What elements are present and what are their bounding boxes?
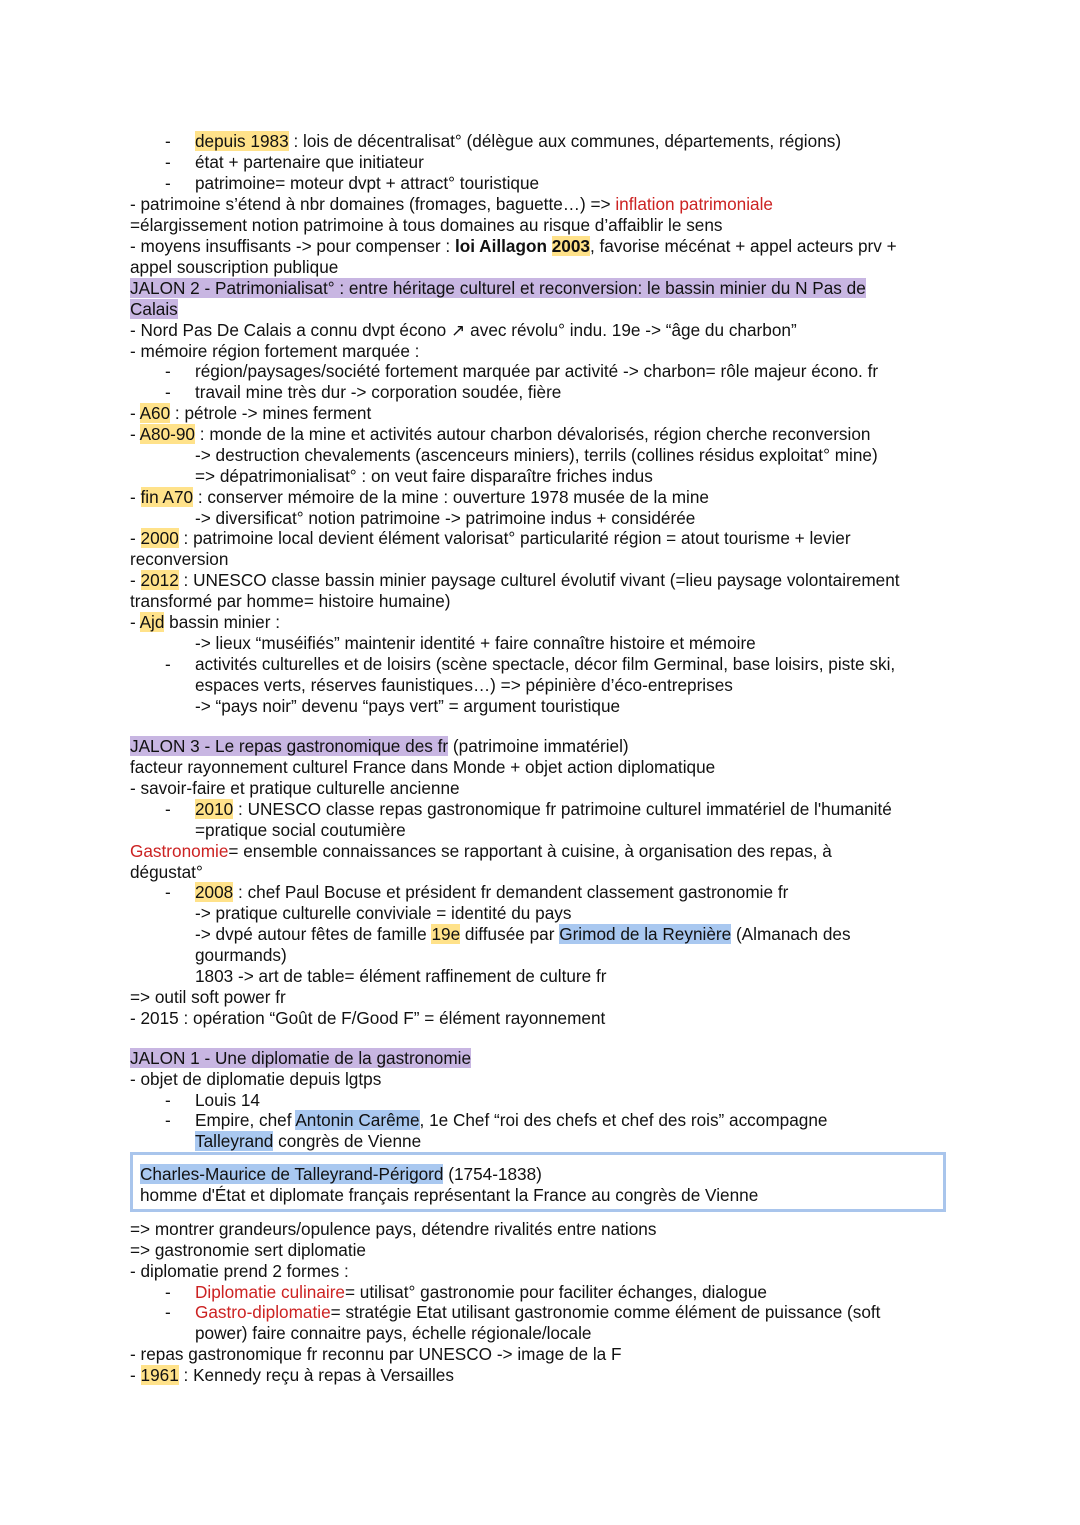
bullet: - — [165, 799, 171, 819]
note-line: - 2015 : opération “Goût de F/Good F” = élément rayonnement — [130, 1008, 606, 1028]
note-line: => gastronomie sert diplomatie — [130, 1240, 366, 1260]
note-line: -> lieux “muséifiés” maintenir identité + faire connaître histoire et mémoire — [195, 633, 756, 653]
note-line: - fin A70 : conserver mémoire de la mine : ouverture 1978 musée de la mine — [130, 487, 709, 507]
note-line: état + partenaire que initiateur — [195, 152, 424, 172]
note-line: 2010 : UNESCO classe repas gastronomique fr patrimoine culturel immatériel de l'humanité — [195, 799, 892, 819]
note-line: espaces verts, réserves faunistiques…) => pépinière d’éco-entreprises — [195, 675, 733, 695]
note-line: 1803 -> art de table= élément raffinement de culture fr — [195, 966, 607, 986]
note-line: facteur rayonnement culturel France dans Monde + objet action diplomatique — [130, 757, 716, 777]
note-line: - repas gastronomique fr reconnu par UNESCO -> image de la F — [130, 1344, 622, 1364]
note-line: => montrer grandeurs/opulence pays, détendre rivalités entre nations — [130, 1219, 657, 1239]
note-line: -> dvpé autour fêtes de famille 19e diffusée par Grimod de la Reynière (Almanach des — [195, 924, 851, 944]
note-line: - savoir-faire et pratique culturelle ancienne — [130, 778, 460, 798]
note-line: - A80-90 : monde de la mine et activités autour charbon dévalorisés, région cherche reconversion — [130, 424, 871, 444]
note-line: patrimoine= moteur dvpt + attract° touristique — [195, 173, 540, 193]
bullet: - — [165, 882, 171, 902]
note-line: - Ajd bassin minier : — [130, 612, 280, 632]
note-line: => dépatrimonialisat° : on veut faire disparaître friches indus — [195, 466, 653, 486]
note-line: - moyens insuffisants -> pour compenser : loi Aillagon 2003, favorise mécénat + appel acteurs prv + — [130, 236, 897, 256]
section-heading: JALON 3 - Le repas gastronomique des fr (patrimoine immatériel) — [130, 736, 629, 756]
note-line: gourmands) — [195, 945, 287, 965]
bullet: - — [165, 1090, 171, 1110]
note-line: région/paysages/société fortement marquée par activité -> charbon= rôle majeur écono. fr — [195, 361, 879, 381]
box-line: Charles-Maurice de Talleyrand-Périgord (1754-1838) — [140, 1164, 542, 1184]
note-line: =pratique social coutumière — [195, 820, 406, 840]
bullet: - — [165, 361, 171, 381]
bullet: - — [165, 654, 171, 674]
note-line: - A60 : pétrole -> mines ferment — [130, 403, 372, 423]
section-heading: Calais — [130, 299, 178, 319]
note-line: Louis 14 — [195, 1090, 260, 1110]
note-line: - mémoire région fortement marquée : — [130, 341, 420, 361]
note-line: reconversion — [130, 549, 229, 569]
box-line: homme d'État et diplomate français représentant la France au congrès de Vienne — [140, 1185, 759, 1205]
bullet: - — [165, 152, 171, 172]
note-line: depuis 1983 : lois de décentralisat° (délègue aux communes, départements, régions) — [195, 131, 842, 151]
note-line: - 2012 : UNESCO classe bassin minier paysage culturel évolutif vivant (=lieu paysage volontairement — [130, 570, 900, 590]
section-heading: JALON 1 - Une diplomatie de la gastronomie — [130, 1048, 472, 1068]
note-line: - diplomatie prend 2 formes : — [130, 1261, 349, 1281]
note-line: Empire, chef Antonin Carême, 1e Chef “roi des chefs et chef des rois” accompagne — [195, 1110, 828, 1130]
note-line: => outil soft power fr — [130, 987, 286, 1007]
bullet: - — [165, 1110, 171, 1130]
note-line: =élargissement notion patrimoine à tous domaines au risque d’affaiblir le sens — [130, 215, 723, 235]
note-line: Gastronomie= ensemble connaissances se rapportant à cuisine, à organisation des repas, à — [130, 841, 832, 861]
note-line: -> “pays noir” devenu “pays vert” = argument touristique — [195, 696, 621, 716]
note-line: - Nord Pas De Calais a connu dvpt écono ↗ avec révolu° indu. 19e -> “âge du charbon” — [130, 320, 797, 340]
note-line: -> destruction chevalements (ascenceurs miniers), terrils (collines résidus exploitat° mine) — [195, 445, 878, 465]
note-line: - 2000 : patrimoine local devient élément valorisat° particularité région = atout tourisme + levier — [130, 528, 851, 548]
bullet: - — [165, 173, 171, 193]
note-line: - patrimoine s’étend à nbr domaines (fromages, baguette…) => inflation patrimoniale — [130, 194, 773, 214]
bullet: - — [165, 382, 171, 402]
note-line: Diplomatie culinaire= utilisat° gastronomie pour faciliter échanges, dialogue — [195, 1282, 767, 1302]
note-line: transformé par homme= histoire humaine) — [130, 591, 451, 611]
note-line: 2008 : chef Paul Bocuse et président fr demandent classement gastronomie fr — [195, 882, 789, 902]
note-line: Gastro-diplomatie= stratégie Etat utilisant gastronomie comme élément de puissance (soft — [195, 1302, 881, 1322]
note-line: -> diversificat° notion patrimoine -> patrimoine indus + considérée — [195, 508, 696, 528]
note-line: - objet de diplomatie depuis lgtps — [130, 1069, 382, 1089]
bullet: - — [165, 1282, 171, 1302]
note-line: activités culturelles et de loisirs (scène spectacle, décor film Germinal, base loisirs, piste ski, — [195, 654, 896, 674]
definition-box — [130, 1152, 946, 1212]
note-line: travail mine très dur -> corporation soudée, fière — [195, 382, 562, 402]
note-line: power) faire connaitre pays, échelle régionale/locale — [195, 1323, 592, 1343]
note-line: -> pratique culturelle conviviale = identité du pays — [195, 903, 572, 923]
bullet: - — [165, 1302, 171, 1322]
note-line: - 1961 : Kennedy reçu à repas à Versailles — [130, 1365, 454, 1385]
note-line: dégustat° — [130, 862, 203, 882]
bullet: - — [165, 131, 171, 151]
note-line: Talleyrand congrès de Vienne — [195, 1131, 422, 1151]
section-heading: JALON 2 - Patrimonialisat° : entre héritage culturel et reconversion: le bassin minier du N Pas de — [130, 278, 866, 298]
note-line: appel souscription publique — [130, 257, 339, 277]
